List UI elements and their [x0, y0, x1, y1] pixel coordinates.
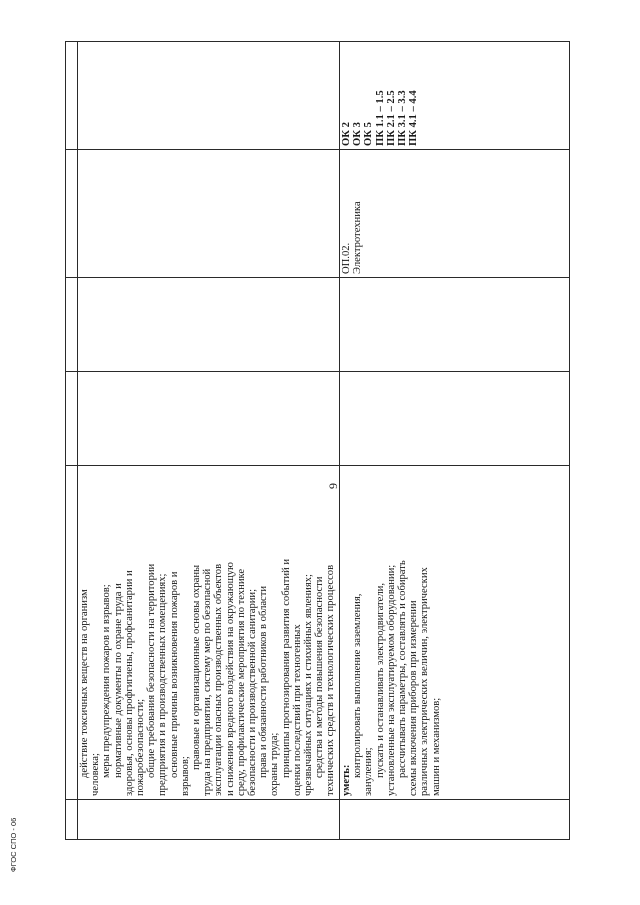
text-line: рассчитывать параметры, составлять и собирать — [397, 560, 409, 778]
table-row-skills — [340, 42, 570, 840]
competencies-cell — [340, 42, 570, 150]
text-line: безопасности и производственной санитарии; — [247, 588, 259, 796]
text-line: средства и методы повышения безопасности — [314, 576, 326, 778]
text-line: взрывов; — [179, 756, 191, 796]
page-number: 9 — [326, 483, 340, 489]
empty-cell — [66, 800, 78, 840]
competency-code: ОК 5 — [363, 122, 375, 146]
text-line: машин и механизмов; — [430, 697, 442, 796]
competency-code: ОК 2 — [341, 122, 352, 146]
text-line: оценки последствий при техногенных — [291, 624, 303, 796]
competency-code: ОК 3 — [352, 122, 364, 146]
text-line: пожаробезопасности; — [135, 698, 147, 796]
text-line: и снижению вредного воздействия на окружающую — [224, 562, 236, 796]
text-line: здоровья, основы профгигиены, профсанитарии и — [123, 570, 135, 796]
text-line: правовые и организационные основы охраны — [191, 564, 203, 770]
empty-cell — [78, 372, 340, 466]
empty-cell — [66, 466, 78, 800]
empty-cell — [78, 42, 340, 150]
empty-cell — [340, 278, 570, 372]
skills-text-cell — [340, 466, 570, 800]
text-line: труда на предприятии, систему мер по безопасной — [202, 568, 214, 796]
rotated-page-content — [65, 42, 570, 840]
empty-cell — [66, 150, 78, 278]
empty-cell — [66, 278, 78, 372]
standard-table — [65, 41, 570, 840]
knowledge-text-cell — [78, 466, 340, 800]
text-line: охраны труда; — [269, 732, 281, 796]
empty-cell — [340, 372, 570, 466]
competency-code: ПК 1.1 – 1.5 — [374, 90, 386, 146]
text-line: чрезвычайных ситуациях и стихийных явлениях; — [303, 574, 315, 796]
text-line: общие требования безопасности на территории — [146, 563, 158, 778]
empty-cell — [78, 278, 340, 372]
empty-cell — [78, 150, 340, 278]
text-line: схемы включения приборов при измерении — [408, 600, 420, 796]
text-line: меры предупреждения пожаров и взрывов; — [101, 584, 113, 778]
text-line: различных электрических величин, электрических — [419, 567, 431, 796]
text-line: основные причины возникновения пожаров и — [168, 571, 180, 778]
text-line: эксплуатации опасных производственных объектов — [213, 563, 225, 796]
competency-code: ПК 3.1 – 3.3 — [397, 90, 409, 146]
footer-standard-mark: ФГОС СПО - 06 — [9, 817, 18, 872]
table-top-row — [66, 42, 78, 840]
text-line: предприятия и в производственных помещениях; — [157, 573, 169, 796]
text-line: контролировать выполнение заземления, — [352, 593, 364, 778]
index-cell — [78, 800, 340, 840]
empty-cell — [66, 42, 78, 150]
text-line: человека; — [90, 753, 102, 796]
empty-cell — [66, 372, 78, 466]
text-line: зануления; — [363, 747, 375, 796]
competency-code: ПК 4.1 – 4.4 — [408, 90, 420, 146]
discipline-cell — [340, 150, 570, 278]
table-row-knowledge — [78, 42, 340, 840]
discipline-code: ОП.02. — [341, 242, 352, 274]
text-line: технических средств и технологических процессов — [325, 564, 337, 796]
text-line: пускать и останавливать электродвигатели, — [374, 583, 386, 778]
competency-code: ПК 2.1 – 2.5 — [385, 90, 397, 146]
text-line: принципы прогнозирования развития событий и — [280, 559, 292, 778]
text-line: права и обязанности работников в области — [258, 585, 270, 778]
text-line: установленные на эксплуатируемом оборудовании; — [385, 564, 397, 796]
text-line: действие токсичных веществ на организм — [79, 589, 90, 778]
skills-heading: уметь: — [341, 764, 352, 796]
index-cell — [340, 800, 570, 840]
text-line: нормативные документы по охране труда и — [112, 583, 124, 778]
discipline-name: Электротехника — [352, 201, 364, 274]
text-line: среду, профилактические мероприятия по технике — [235, 568, 247, 796]
